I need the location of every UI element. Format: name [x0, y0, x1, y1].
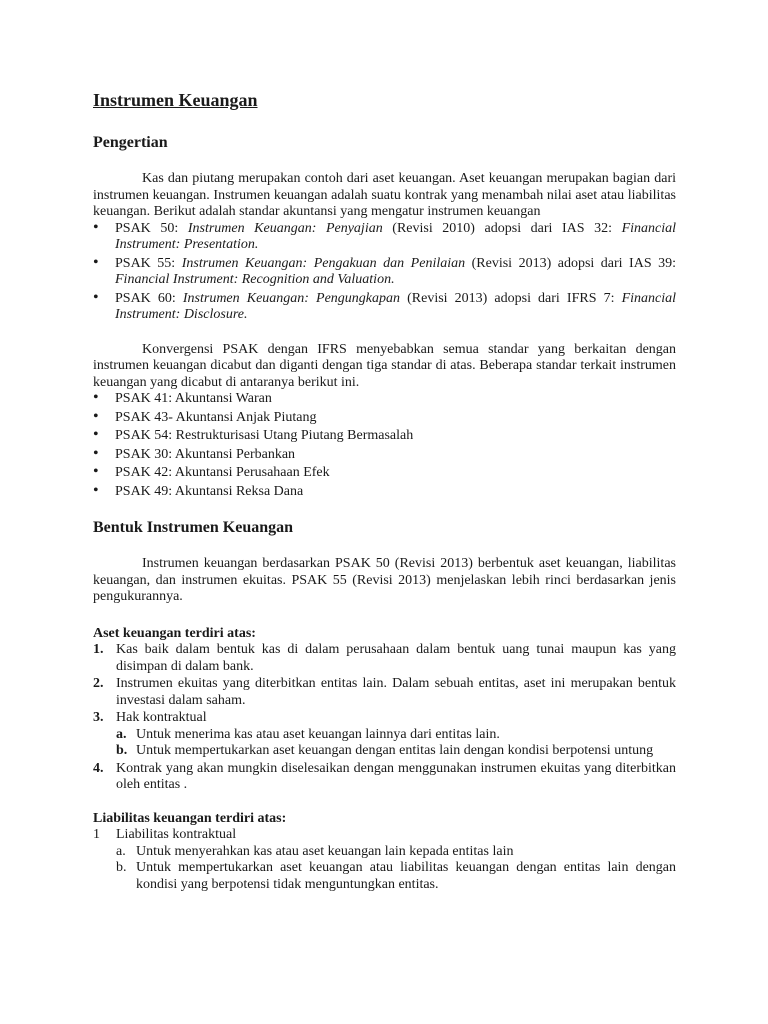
assets-label: Aset keuangan terdiri atas: [93, 625, 256, 641]
list-item-text: Untuk mempertukarkan aset keuangan atau liabilitas keuangan dengan entitas lain dengan kondisi yang berpotensi tidak menguntungkan entitas. [136, 860, 676, 892]
list-marker: b. [116, 860, 127, 875]
standard-detail: (Revisi 2010) adopsi dari IAS 32: [382, 220, 622, 236]
standard-detail: (Revisi 2013) adopsi dari IAS 39: [465, 255, 677, 271]
list-item [93, 676, 676, 709]
list-item: • PSAK 43- Akuntansi Anjak Piutang [93, 410, 676, 427]
standard-code: PSAK 60: [115, 290, 183, 306]
list-marker: a. [116, 726, 127, 742]
revoked-standards-list [93, 391, 676, 500]
list-marker: 2. [93, 676, 104, 691]
list-item-text: Liabilitas kontraktual [116, 827, 237, 842]
sub-list [116, 844, 676, 894]
sub-list-item [116, 727, 676, 744]
list-item [93, 827, 676, 893]
list-item: • PSAK 54: Restrukturisasi Utang Piutang Bermasalah [93, 428, 676, 445]
standard-code: PSAK 55: [115, 255, 182, 271]
list-marker: b. [116, 743, 128, 758]
standard-code: PSAK 50: [115, 220, 188, 236]
standard-source: Financial Instrument: Recognition and Valuation. [115, 272, 395, 287]
list-marker: a. [116, 843, 126, 859]
list-marker: 3. [93, 710, 104, 725]
list-item-text: Hak kontraktual [116, 710, 207, 725]
list-item-text: Instrumen ekuitas yang diterbitkan entitas lain. Dalam sebuah entitas, aset ini merupakan bentuk investasi dalam saham. [116, 676, 676, 708]
assets-list [93, 642, 676, 794]
list-item-text: Kontrak yang akan mungkin diselesaikan dengan menggunakan instrumen ekuitas yang diterbitkan oleh entitas . [116, 760, 676, 792]
standard-title: Instrumen Keuangan: Pengakuan dan Penilaian [181, 255, 466, 271]
list-marker: 1. [93, 642, 104, 657]
heading-pengertian: Pengertian [93, 134, 168, 151]
standard-detail: (Revisi 2013) adopsi dari IFRS 7: [400, 290, 622, 306]
standard-source: Financial Instrument: Disclosure. [115, 290, 676, 322]
standard-title: Instrumen Keuangan: Pengungkapan [182, 290, 401, 306]
paragraph-pengertian: Kas dan piutang merupakan contoh dari aset keuangan. Aset keuangan merupakan bagian dari instrumen keuangan. Instrumen keuangan adalah suatu kontrak yang menambah nilai aset atau liabilitas keuangan. Berikut adalah standar akuntansi yang mengatur instrumen keuangan [93, 171, 676, 219]
list-item [93, 710, 676, 760]
list-item [93, 256, 676, 289]
list-item: • PSAK 41: Akuntansi Waran [93, 391, 676, 408]
liabilities-list [93, 827, 676, 893]
list-item-text: Kas baik dalam bentuk kas di dalam perusahaan dalam bentuk uang tunai maupun kas yang disimpan di dalam bank. [116, 642, 676, 674]
list-item [93, 761, 676, 794]
heading-bentuk: Bentuk Instrumen Keuangan [93, 519, 294, 536]
list-marker: 4. [93, 760, 104, 776]
list-item [93, 291, 676, 324]
list-item: • PSAK 42: Akuntansi Perusahaan Efek [93, 465, 676, 482]
page-title: Instrumen Keuangan [93, 90, 258, 110]
list-item-text: Untuk menerima kas atau aset keuangan lainnya dari entitas lain. [136, 726, 500, 742]
sub-list [116, 727, 676, 760]
sub-list-item [116, 743, 676, 760]
standard-title: Instrumen Keuangan: Penyajian [187, 220, 383, 236]
list-item: • PSAK 30: Akuntansi Perbankan [93, 447, 676, 464]
standards-list [93, 221, 676, 324]
list-item [93, 221, 676, 254]
list-marker: 1 [93, 827, 100, 842]
list-item-text: Untuk mempertukarkan aset keuangan dengan entitas lain dengan kondisi berpotensi untung [136, 743, 654, 758]
sub-list-item [116, 844, 676, 861]
list-item [93, 642, 676, 675]
paragraph-konvergensi: Konvergensi PSAK dengan IFRS menyebabkan semua standar yang berkaitan dengan instrumen keuangan dicabut dan diganti dengan tiga standar di atas. Beberapa standar terkait instrumen keuangan yang dicabut di antaranya berikut ini. [93, 341, 676, 390]
paragraph-bentuk: Instrumen keuangan berdasarkan PSAK 50 (Revisi 2013) berbentuk aset keuangan, liabilitas keuangan, dan instrumen ekuitas. PSAK 55 (Revisi 2013) menjelaskan lebih rinci berdasarkan jenis pengukurannya. [93, 556, 676, 604]
list-item: • PSAK 49: Akuntansi Reksa Dana [93, 484, 676, 501]
sub-list-item [116, 860, 676, 893]
list-item-text: Untuk menyerahkan kas atau aset keuangan lain kepada entitas lain [136, 843, 514, 859]
liabilities-label: Liabilitas keuangan terdiri atas: [93, 810, 287, 826]
standard-source: Financial Instrument: Presentation. [115, 220, 677, 252]
